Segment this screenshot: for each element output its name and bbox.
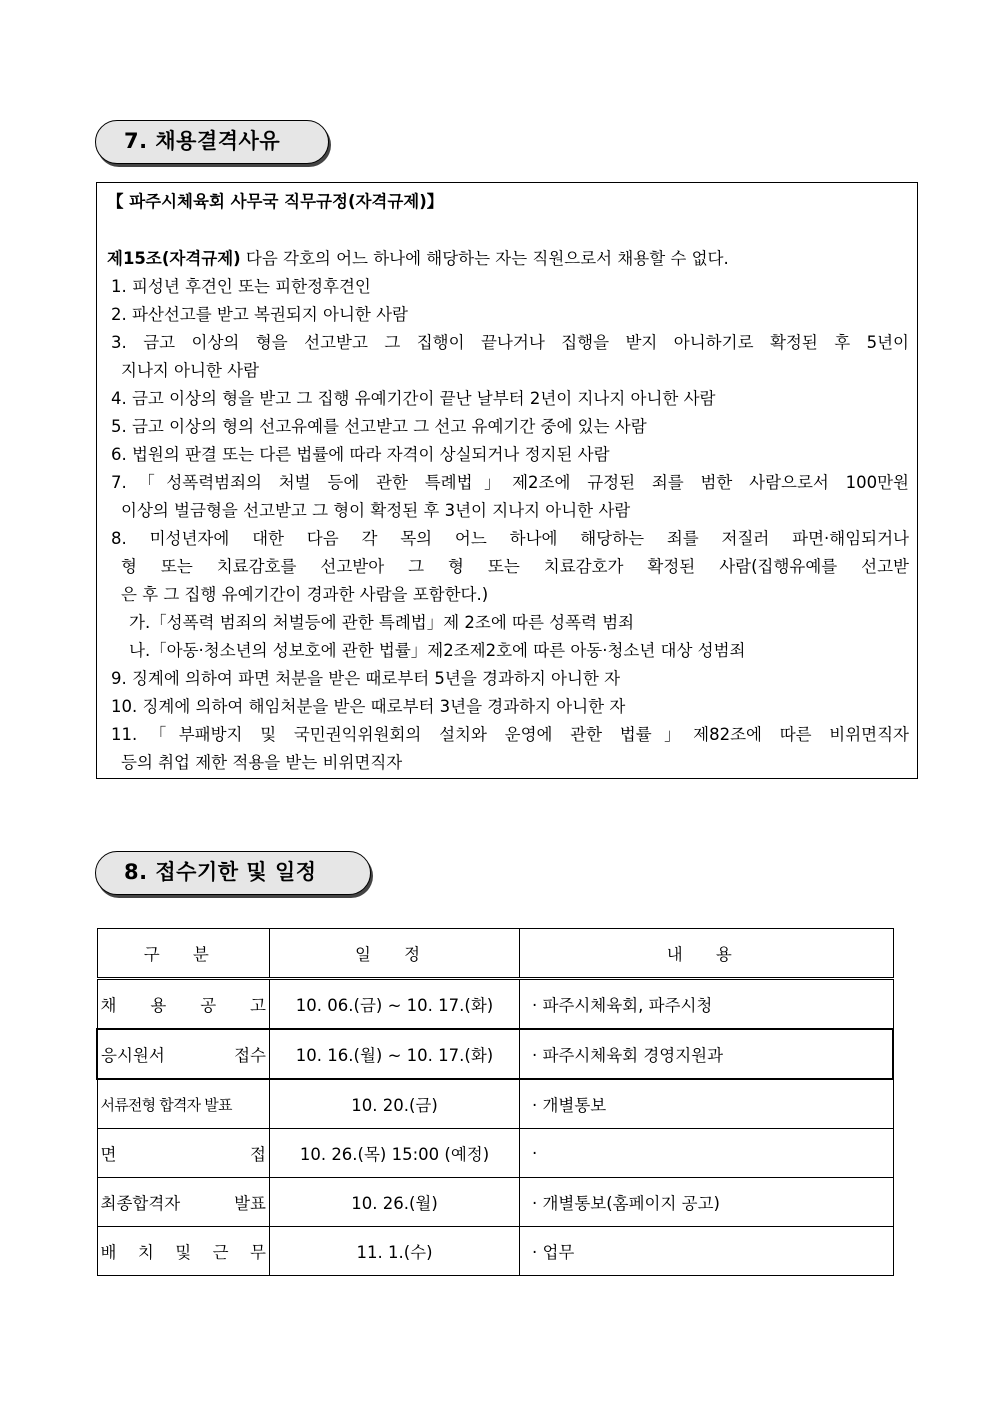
header-content: 내 용 (520, 929, 894, 979)
list-item: 9. 징계에 의하여 파면 처분을 받은 때로부터 5년을 경과하지 아니한 자 (111, 669, 621, 688)
qualification-rules-box (96, 182, 918, 779)
row-category: 채 용 공 고 (100, 996, 266, 1015)
row-category: 서류전형 합격자 발표 (100, 1095, 232, 1114)
row-category-cell (97, 1227, 270, 1276)
table-row (97, 1129, 893, 1178)
table-row (97, 1079, 893, 1129)
table-row (97, 1178, 893, 1227)
schedule-table (96, 928, 894, 1276)
table-row (97, 1227, 893, 1276)
sub-item: 가.「성폭력 범죄의 처벌등에 관한 특례법」제 2조에 따른 성폭력 범죄 (129, 613, 635, 632)
list-item: 3. 금고 이상의 형을 선고받고 그 집행이 끝나거나 집행을 받지 아니하기로 확정된 후 5년이 (111, 333, 909, 352)
list-item-continued: 지나지 아니한 사람 (121, 361, 260, 380)
row-schedule: 10. 26.(월) (270, 1178, 520, 1227)
list-item-continued: 형 또는 치료감호를 선고받아 그 형 또는 치료감호가 확정된 사람(집행유예를 선고받 (121, 557, 909, 576)
row-content: · 개별통보 (520, 1079, 894, 1129)
row-schedule: 10. 20.(금) (270, 1079, 520, 1129)
row-category-cell (97, 1129, 270, 1178)
table-row-highlighted (97, 1029, 893, 1079)
list-item: 7.「성폭력범죄의 처벌 등에 관한 특례법」제2조에 규정된 죄를 범한 사람으로서 100만원 (111, 473, 909, 492)
row-content: · 업무 (520, 1227, 894, 1276)
table-header-row (97, 929, 893, 979)
sub-item: 나.「아동·청소년의 성보호에 관한 법률」제2조제2호에 따른 아동·청소년 대상 성범죄 (129, 641, 746, 660)
list-item: 6. 법원의 판결 또는 다른 법률에 따라 자격이 상실되거나 정지된 사람 (111, 445, 610, 464)
header-category: 구 분 (97, 929, 270, 979)
rules-box-header: 【 파주시체육회 사무국 직무규정(자격규제)】 (107, 192, 444, 211)
row-category: 면 접 (100, 1145, 266, 1164)
list-item: 8. 미성년자에 대한 다음 각 목의 어느 하나에 해당하는 죄를 저질러 파면·해임되거나 (111, 529, 909, 548)
table-row (97, 979, 893, 1030)
row-category: 최종합격자 발표 (100, 1194, 266, 1213)
article-text: 다음 각호의 어느 하나에 해당하는 자는 직원으로서 채용할 수 없다. (240, 249, 729, 268)
row-category: 배 치 및 근 무 (100, 1243, 266, 1262)
row-schedule: 10. 26.(목) 15:00 (예정) (270, 1129, 520, 1178)
row-category-cell (97, 979, 270, 1030)
row-content: · 파주시체육회, 파주시청 (520, 979, 894, 1030)
list-item: 11.「부패방지 및 국민권익위원회의 설치와 운영에 관한 법률」제82조에 따른 비위면직자 (111, 725, 909, 744)
list-item: 10. 징계에 의하여 해임처분을 받은 때로부터 3년을 경과하지 아니한 자 (111, 697, 626, 716)
row-category-cell (97, 1079, 270, 1129)
list-item: 5. 금고 이상의 형의 선고유예를 선고받고 그 선고 유예기간 중에 있는 사람 (111, 417, 647, 436)
list-item: 2. 파산선고를 받고 복권되지 아니한 사람 (111, 305, 408, 324)
section-8-title: 8. 접수기한 및 일정 (95, 851, 371, 895)
row-content: · (520, 1129, 894, 1178)
list-item-continued: 등의 취업 제한 적용을 받는 비위면직자 (121, 753, 403, 772)
row-category: 응시원서 접수 (101, 1046, 266, 1065)
row-schedule: 10. 06.(금) ~ 10. 17.(화) (270, 979, 520, 1030)
article-label: 제15조(자격규제) (107, 249, 241, 268)
section-7-title: 7. 채용결격사유 (95, 120, 329, 164)
row-content: · 파주시체육회 경영지원과 (520, 1029, 894, 1079)
row-category-cell (97, 1178, 270, 1227)
row-schedule: 10. 16.(월) ~ 10. 17.(화) (270, 1029, 520, 1079)
row-content: · 개별통보(홈페이지 공고) (520, 1178, 894, 1227)
header-schedule: 일 정 (270, 929, 520, 979)
list-item: 4. 금고 이상의 형을 받고 그 집행 유예기간이 끝난 날부터 2년이 지나지 아니한 사람 (111, 389, 716, 408)
list-item: 1. 피성년 후견인 또는 피한정후견인 (111, 277, 371, 296)
row-category-cell (97, 1029, 270, 1079)
row-schedule: 11. 1.(수) (270, 1227, 520, 1276)
article-line (107, 245, 909, 273)
list-item-continued: 이상의 벌금형을 선고받고 그 형이 확정된 후 3년이 지나지 아니한 사람 (121, 501, 631, 520)
list-item-continued: 은 후 그 집행 유예기간이 경과한 사람을 포함한다.) (121, 585, 489, 604)
